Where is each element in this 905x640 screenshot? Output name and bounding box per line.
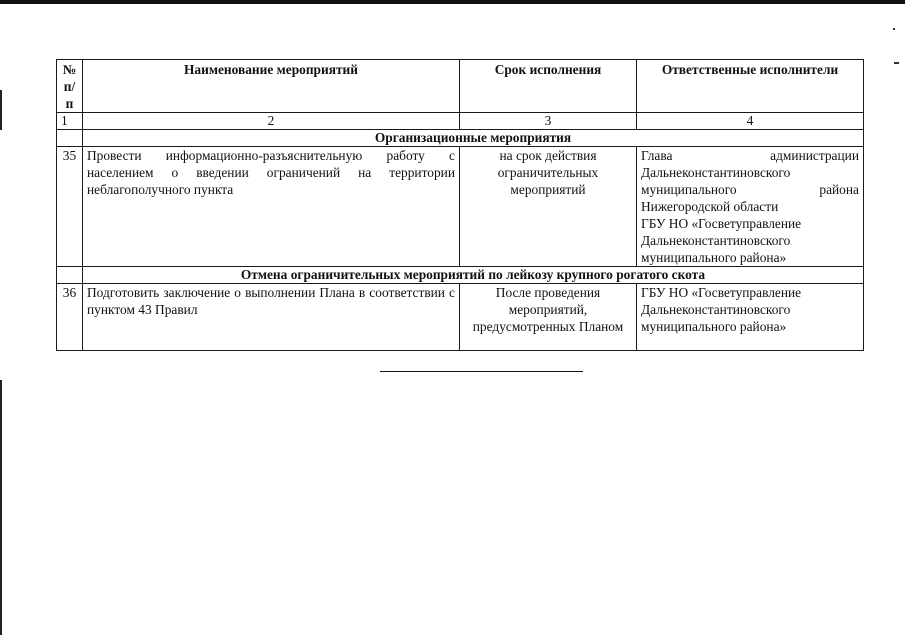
row-measure-name: Подготовить заключение о выполнении Плана в соответствии с пунктом 43 Правил <box>83 284 460 351</box>
table-row <box>57 147 864 267</box>
table-header-row <box>57 60 864 113</box>
scan-edge-mark <box>0 90 2 130</box>
header-term: Срок исполнения <box>460 60 637 113</box>
responsible-line: муниципального района» <box>641 250 787 265</box>
scan-edge-mark <box>0 380 2 635</box>
column-index-cell: 4 <box>637 113 864 130</box>
row-responsible <box>637 284 864 351</box>
responsible-line: ГБУ НО «Госветуправление <box>641 216 802 231</box>
row-responsible <box>637 147 864 267</box>
responsible-line: муниципального района» <box>641 319 787 334</box>
section-header-row <box>57 267 864 284</box>
responsible-line: ГБУ НО «Госветуправление <box>641 285 802 300</box>
row-number: 36 <box>57 284 83 351</box>
header-name: Наименование мероприятий <box>83 60 460 113</box>
section-title: Организационные мероприятия <box>83 130 864 147</box>
responsible-line: Дальнеконстантиновского <box>641 302 791 317</box>
scan-speck <box>893 28 895 30</box>
row-term: на срок действия ограничительных мероприятий <box>460 147 637 267</box>
responsible-line: Дальнеконстантиновского <box>641 233 791 248</box>
top-border-line <box>0 0 905 4</box>
responsible-word: района <box>819 182 859 197</box>
column-index-row <box>57 113 864 130</box>
row-number: 35 <box>57 147 83 267</box>
responsible-line <box>641 181 859 198</box>
table-row <box>57 284 864 351</box>
column-index-cell: 3 <box>460 113 637 130</box>
responsible-line: Нижегородской области <box>641 199 779 214</box>
responsible-word: муниципального <box>641 182 737 197</box>
section-header-row <box>57 130 864 147</box>
row-term: После проведения мероприятий, предусмотренных Планом <box>460 284 637 351</box>
column-index-cell: 1 <box>57 113 83 130</box>
header-number: № п/п <box>57 60 83 113</box>
responsible-word: администрации <box>770 148 859 163</box>
responsible-word: Глава <box>641 148 673 163</box>
row-measure-name: Провести информационно-разъяснительную работу с населением о введении ограничений на территории неблагополучного пункта <box>83 147 460 267</box>
section-spacer-cell <box>57 130 83 147</box>
measures-table <box>56 59 864 351</box>
responsible-line: Дальнеконстантиновского <box>641 165 791 180</box>
scan-speck <box>894 62 899 64</box>
document-end-line <box>380 371 583 372</box>
header-responsible: Ответственные исполнители <box>637 60 864 113</box>
section-spacer-cell <box>57 267 83 284</box>
section-title: Отмена ограничительных мероприятий по лейкозу крупного рогатого скота <box>83 267 864 284</box>
responsible-line <box>641 147 859 164</box>
column-index-cell: 2 <box>83 113 460 130</box>
